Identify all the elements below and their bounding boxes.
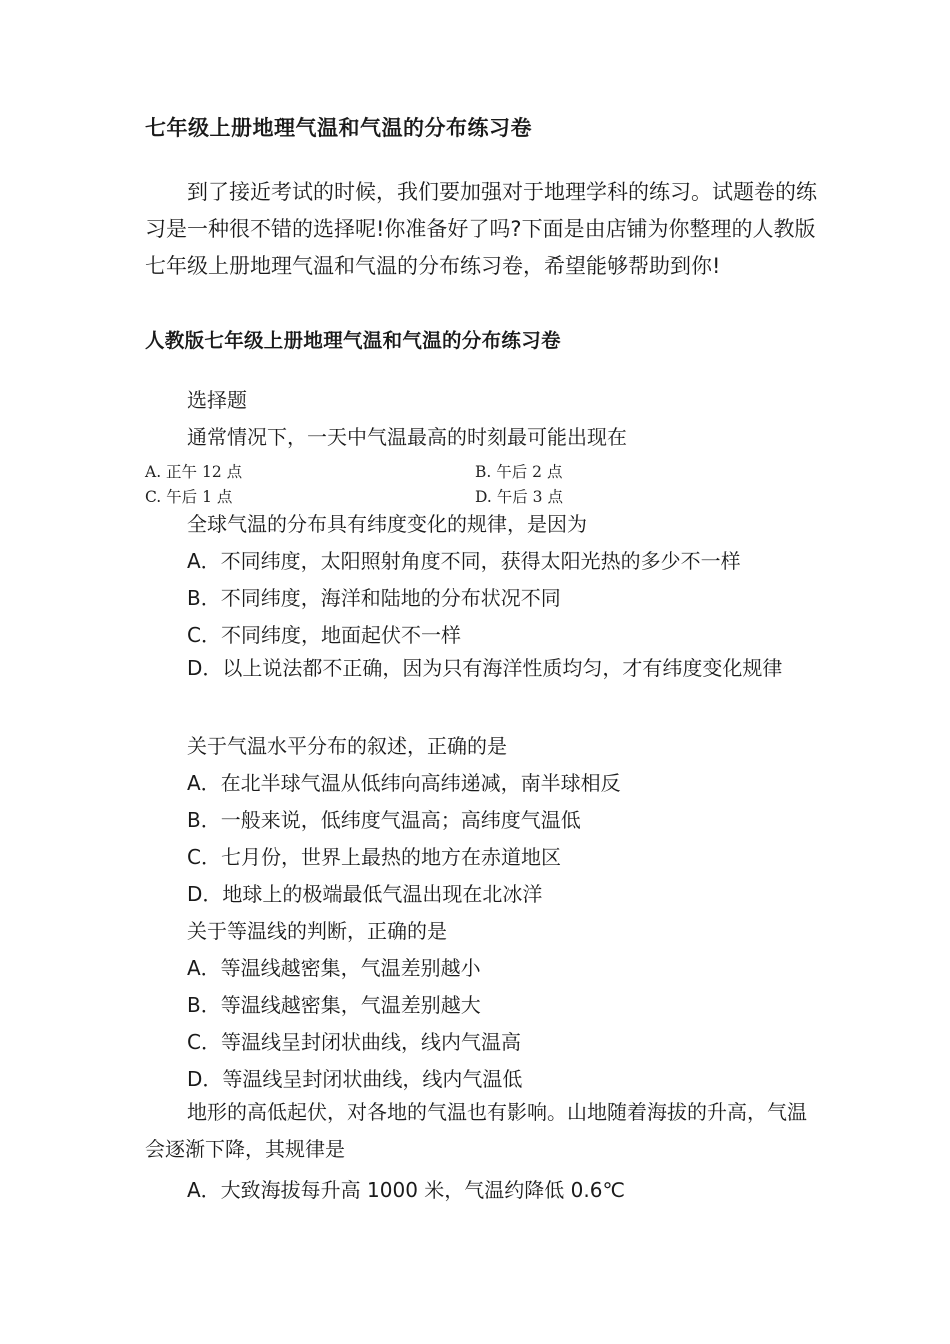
question-3-stem: 关于气温水平分布的叙述，正确的是 (187, 734, 507, 758)
question-4-option-d: D．等温线呈封闭状曲线，线内气温低 (187, 1067, 523, 1091)
section-subtitle: 人教版七年级上册地理气温和气温的分布练习卷 (145, 329, 561, 352)
question-3-option-d: D．地球上的极端最低气温出现在北冰洋 (187, 882, 543, 906)
question-5-option-a: A．大致海拔每升高 1000 米，气温约降低 0.6℃ (187, 1178, 625, 1202)
question-2-stem: 全球气温的分布具有纬度变化的规律，是因为 (187, 512, 587, 536)
question-1-option-d: D. 午后 3 点 (475, 488, 563, 506)
question-3-option-c: C．七月份，世界上最热的地方在赤道地区 (187, 845, 561, 869)
question-1-option-a: A. 正午 12 点 (145, 463, 243, 481)
question-1-option-b: B. 午后 2 点 (475, 463, 563, 481)
question-4-stem: 关于等温线的判断，正确的是 (187, 919, 447, 943)
section-label: 选择题 (187, 388, 247, 412)
question-4-option-b: B．等温线越密集，气温差别越大 (187, 993, 481, 1017)
question-4-option-a: A．等温线越密集，气温差别越小 (187, 956, 481, 980)
question-3-option-b: B．一般来说，低纬度气温高；高纬度气温低 (187, 808, 581, 832)
question-2-option-c: C．不同纬度，地面起伏不一样 (187, 623, 461, 647)
question-2-option-a: A．不同纬度，太阳照射角度不同，获得太阳光热的多少不一样 (187, 549, 741, 573)
question-4-option-c: C．等温线呈封闭状曲线，线内气温高 (187, 1030, 521, 1054)
intro-paragraph: 到了接近考试的时候，我们要加强对于地理学科的练习。试题卷的练习是一种很不错的选择呢!你准备好了吗?下面是由店铺为你整理的人教版七年级上册地理气温和气温的分布练习卷，希望能够帮助到你! (145, 180, 817, 278)
question-3-option-a: A．在北半球气温从低纬向高纬递减，南半球相反 (187, 771, 621, 795)
question-1-stem: 通常情况下，一天中气温最高的时刻最可能出现在 (187, 425, 627, 449)
document-title: 七年级上册地理气温和气温的分布练习卷 (145, 116, 532, 140)
question-2-option-b: B．不同纬度，海洋和陆地的分布状况不同 (187, 586, 561, 610)
question-1-option-c: C. 午后 1 点 (145, 488, 233, 506)
question-5-stem: 地形的高低起伏，对各地的气温也有影响。山地随着海拔的升高，气温会逐渐下降，其规律是 (145, 1100, 807, 1161)
question-2-option-d: D．以上说法都不正确，因为只有海洋性质均匀，才有纬度变化规律 (187, 656, 783, 680)
